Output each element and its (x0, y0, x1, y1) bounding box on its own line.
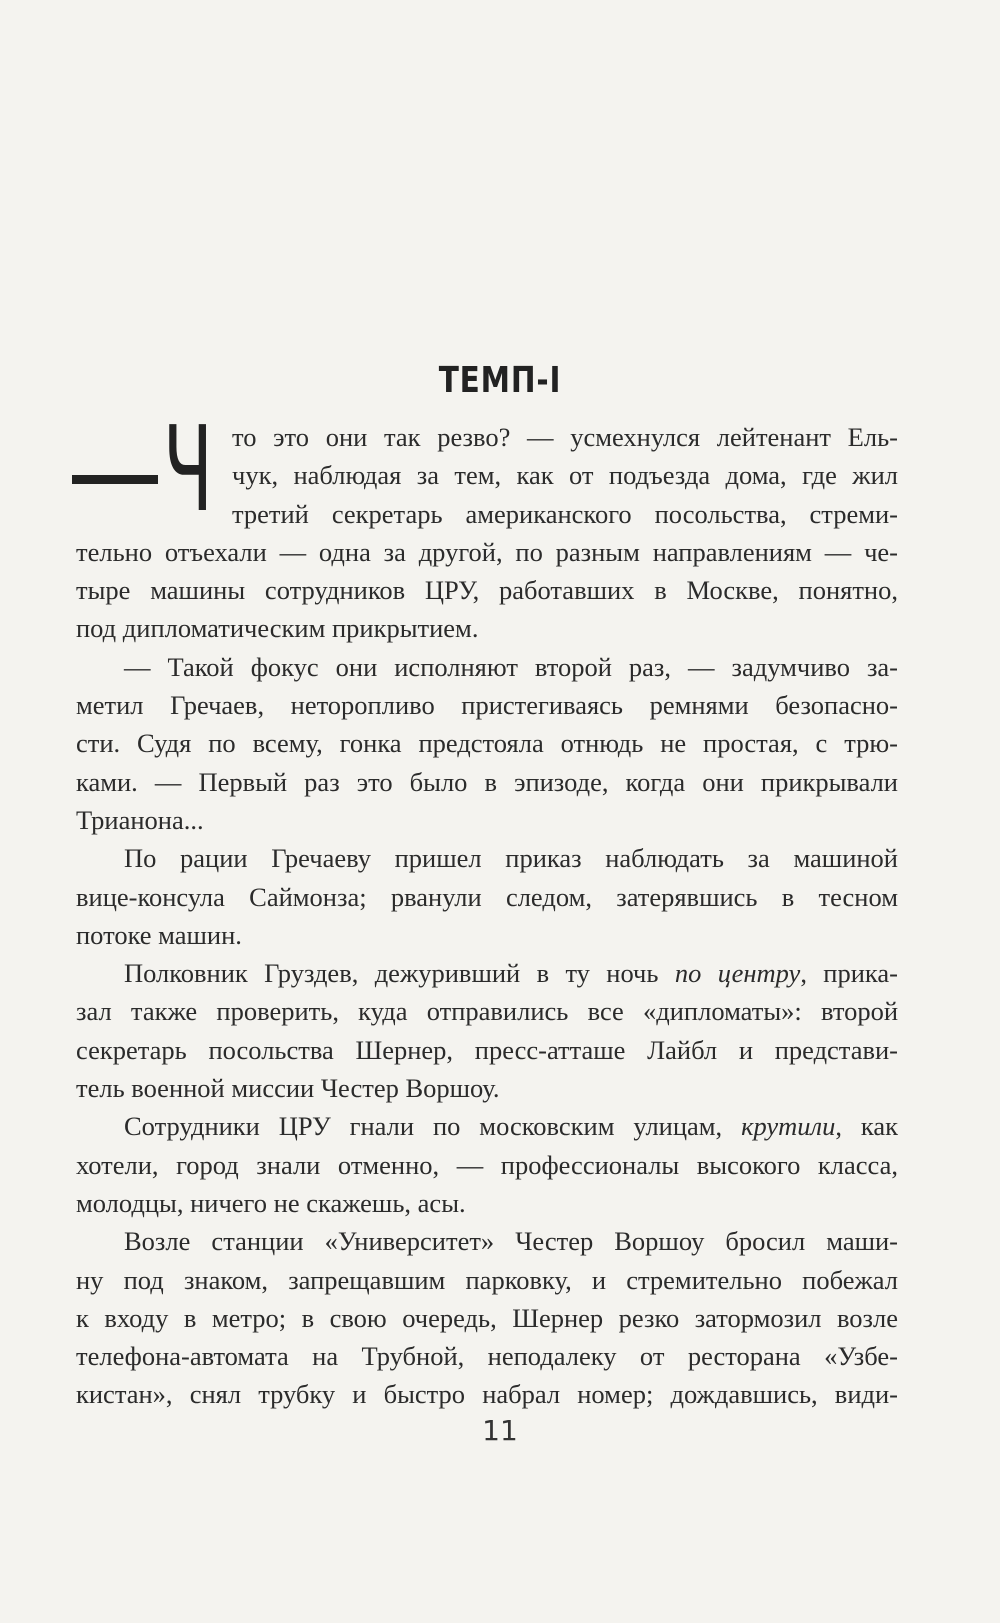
text-line: Возле станции «Университет» Честер Воршоу бросил маши- (124, 1226, 898, 1257)
chapter-title: ТЕМП-I (438, 360, 562, 401)
text-line: секретарь посольства Шернер, пресс-атташе Лайбл и представи- (76, 1034, 898, 1065)
text-line: молодцы, ничего не скажешь, асы. (76, 1187, 466, 1218)
text-line: то это они так резво? — усмехнулся лейтенант Ель- (232, 422, 898, 452)
text-line: ну под знаком, запрещавшим парковку, и стремительно побежал (76, 1264, 898, 1295)
text-segment: , как (835, 1111, 898, 1142)
body-text (76, 418, 898, 1414)
page-number: 11 (482, 1414, 518, 1447)
text-line (76, 954, 898, 992)
text-segment: , прика- (800, 958, 898, 989)
text-line: Трианона... (76, 804, 204, 835)
italic-text: по центру (674, 958, 801, 989)
text-line: По рации Гречаеву пришел приказ наблюдать за машиной (124, 843, 898, 874)
text-segment: Сотрудники ЦРУ гнали по московским улицам, (124, 1111, 742, 1142)
text-line: третий секретарь американского посольства, стреми- (232, 498, 898, 529)
italic-text: крутили (741, 1111, 836, 1142)
text-line: хотели, город знали отменно, — профессионалы высокого класса, (76, 1149, 898, 1180)
drop-cap-letter: Ч (163, 400, 214, 538)
text-segment: Полковник Груздев, дежуривший в ту ночь (124, 958, 675, 989)
text-line: тыре машины сотрудников ЦРУ, работавших в Москве, понятно, (76, 575, 898, 606)
text-line: потоке машин. (76, 919, 242, 950)
text-line: ками. — Первый раз это было в эпизоде, когда они прикрывали (76, 766, 898, 797)
text-line: вице-консула Саймонза; рванули следом, затерявшись в тесном (76, 881, 898, 912)
text-line: тельно отъехали — одна за другой, по разным направлениям — че- (76, 536, 898, 567)
text-line: зал также проверить, куда отправились все «дипломаты»: второй (76, 996, 898, 1027)
text-line: тель военной миссии Честер Воршоу. (76, 1073, 500, 1104)
text-line: сти. Судя по всему, гонка предстояла отнюдь не простая, с трю- (76, 728, 898, 759)
text-line: под дипломатическим прикрытием. (76, 613, 479, 644)
text-line (76, 1107, 898, 1145)
text-line: метил Гречаев, неторопливо пристегиваясь ремнями безопасно- (76, 690, 898, 721)
text-line: телефона-автомата на Трубной, неподалеку от ресторана «Узбе- (76, 1341, 898, 1372)
text-line: к входу в метро; в свою очередь, Шернер резко затормозил возле (76, 1302, 898, 1333)
text-line: чук, наблюдая за тем, как от подъезда дома, где жил (232, 460, 898, 491)
text-line: кистан», снял трубку и быстро набрал номер; дождавшись, види- (76, 1379, 898, 1410)
text-line: — Такой фокус они исполняют второй раз, — задумчиво за- (124, 651, 898, 682)
